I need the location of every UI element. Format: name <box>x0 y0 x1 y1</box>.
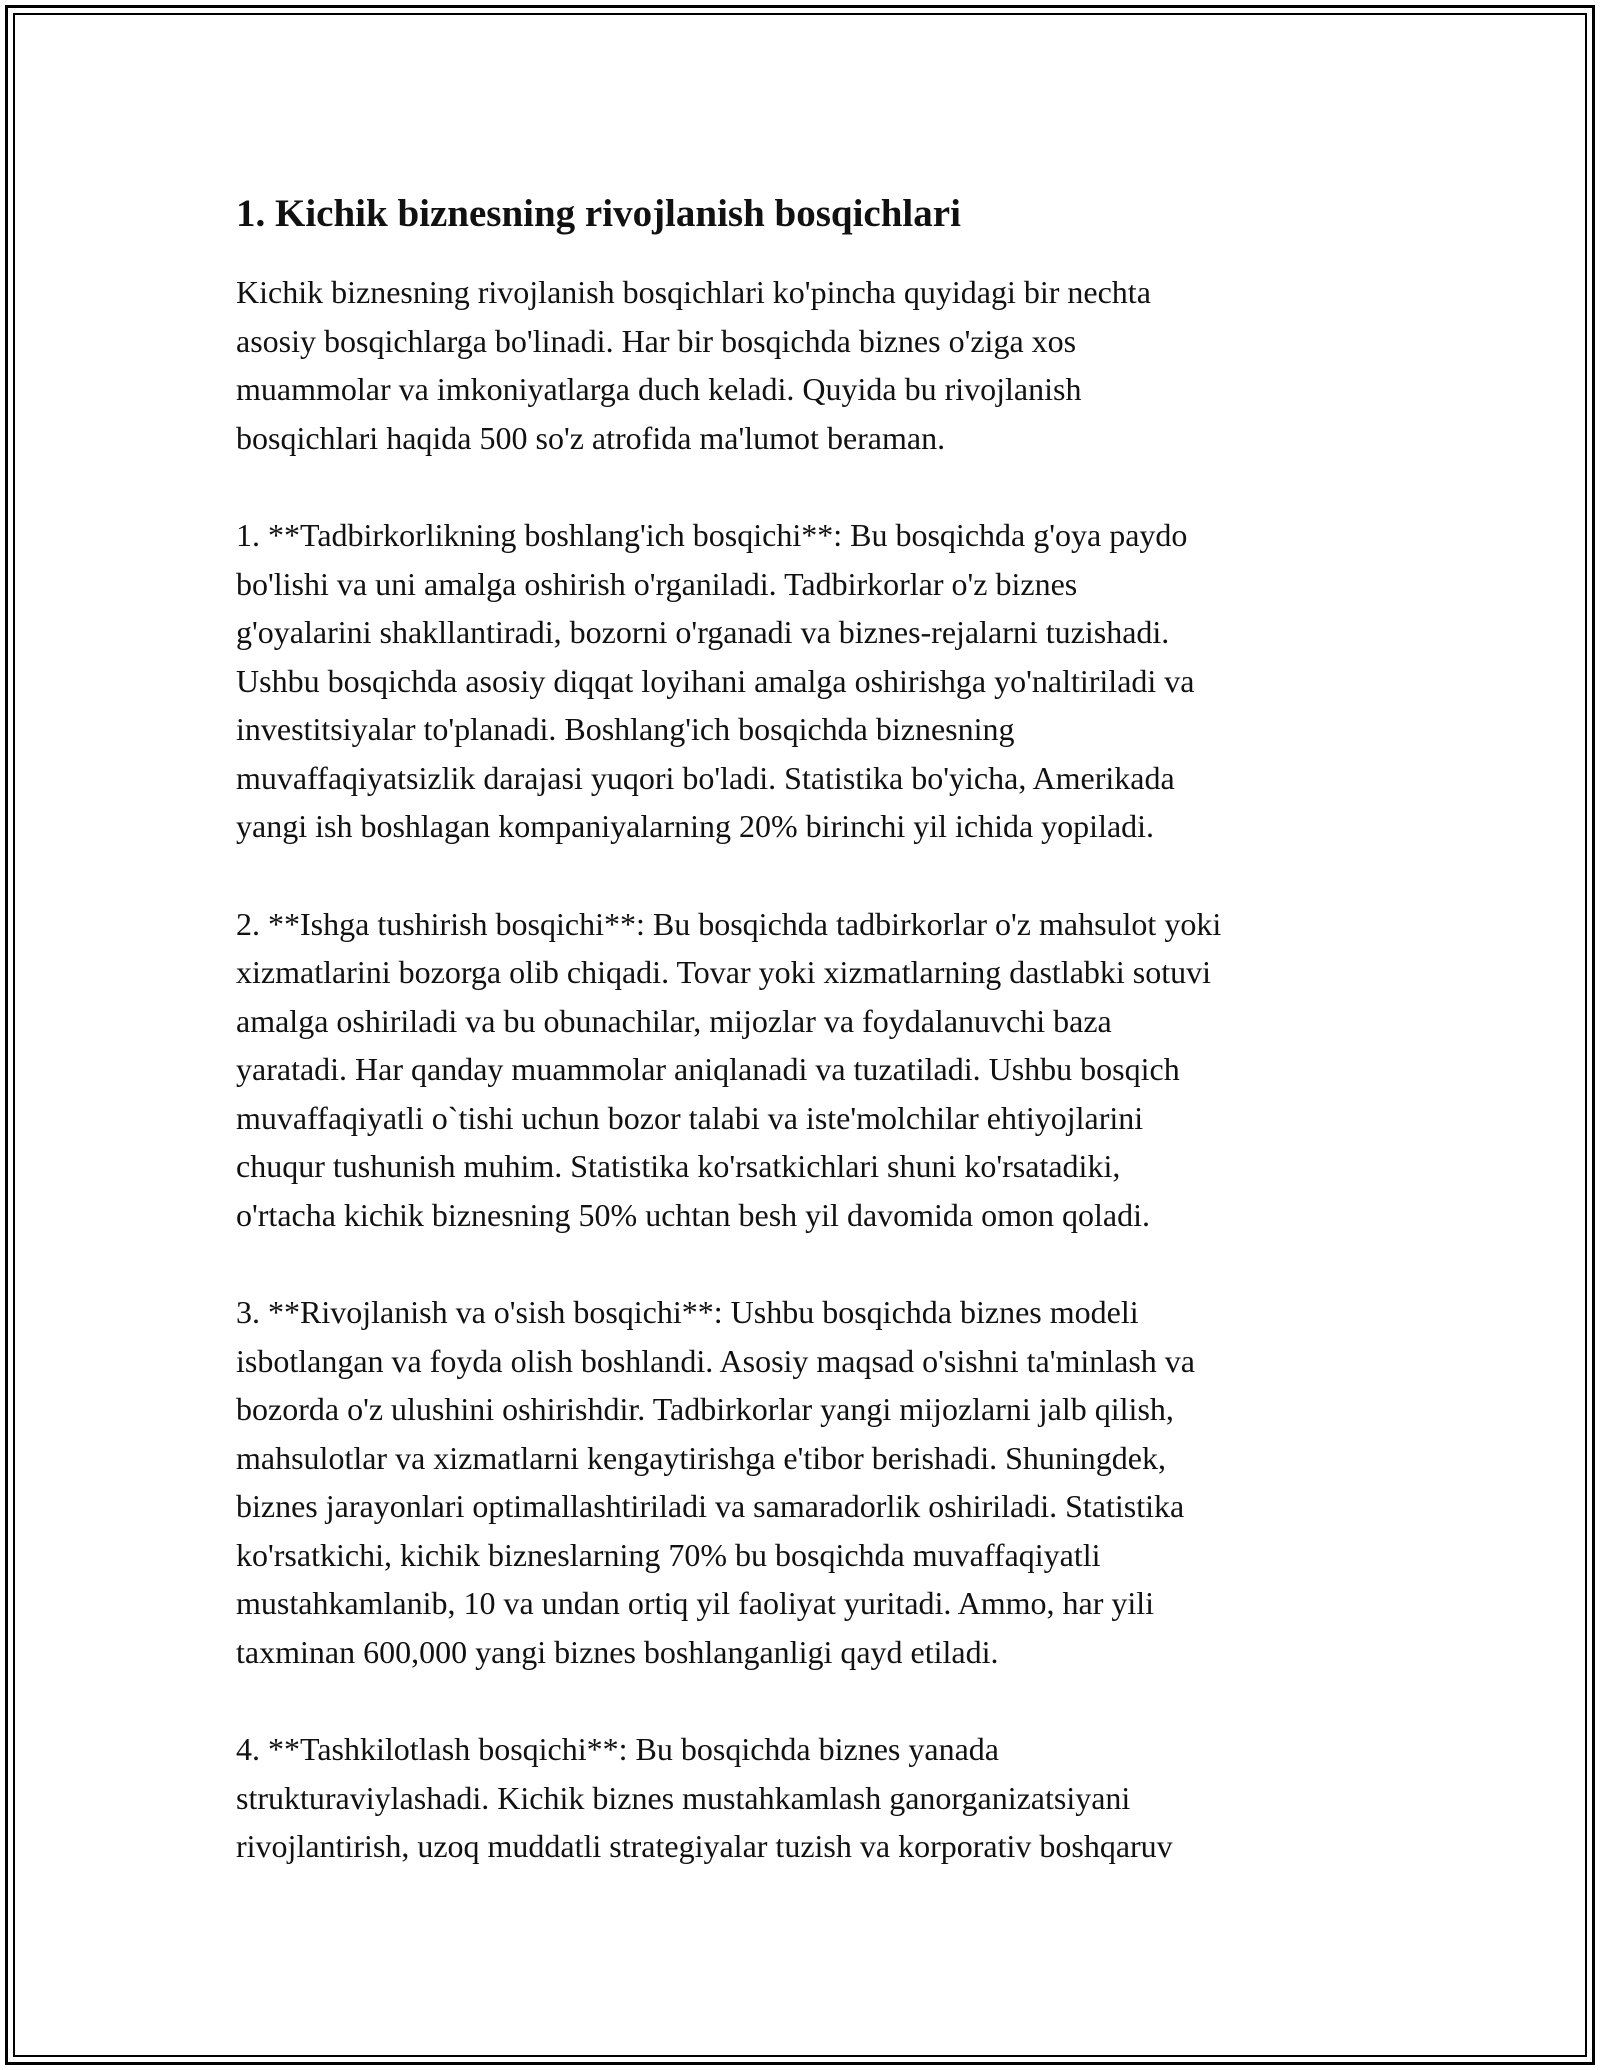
text-line: mahsulotlar va xizmatlarni kengaytirishga e'tibor berishadi. Shuningdek, <box>236 1439 1166 1476</box>
text-line: Kichik biznesning rivojlanish bosqichlari ko'pincha quyidagi bir nechta <box>236 274 1151 310</box>
text-line: yaratadi. Har qanday muammolar aniqlanadi va tuzatiladi. Ushbu bosqich <box>236 1051 1180 1087</box>
text-line: chuqur tushunish muhim. Statistika ko'rsatkichlari shuni ko'rsatadiki, <box>236 1148 1121 1184</box>
document-title: 1. Kichik biznesning rivojlanish bosqichlari <box>236 192 961 235</box>
text-line: bosqichlari haqida 500 so'z atrofida ma'lumot beraman. <box>236 419 946 456</box>
text-line: isbotlangan va foyda olish boshlandi. Asosiy maqsad o'sishni ta'minlash va <box>236 1342 1195 1379</box>
text-line: bo'lishi va uni amalga oshirish o'rganiladi. Tadbirkorlar o'z biznes <box>236 565 1078 602</box>
text-line: amalga oshiriladi va bu obunachilar, mijozlar va foydalanuvchi baza <box>236 1002 1112 1039</box>
text-line: g'oyalarini shakllantiradi, bozorni o'rganadi va biznes-rejalarni tuzishadi. <box>236 614 1170 650</box>
text-line: asosiy bosqichlarga bo'linadi. Har bir bosqichda biznes o'ziga xos <box>236 322 1077 359</box>
text-line: muvaffaqiyatli o`tishi uchun bozor talabi va iste'molchilar ehtiyojlarini <box>236 1099 1144 1136</box>
text-line: bozorda o'z ulushini oshirishdir. Tadbirkorlar yangi mijozlarni jalb qilish, <box>236 1391 1174 1427</box>
text-line: yangi ish boshlagan kompaniyalarning 20% birinchi yil ichida yopiladi. <box>236 808 1155 844</box>
stage-2-paragraph <box>236 900 1386 1240</box>
text-line: xizmatlarini bozorga olib chiqadi. Tovar yoki xizmatlarning dastlabki sotuvi <box>236 954 1212 990</box>
text-line: 2. **Ishga tushirish bosqichi**: Bu bosqichda tadbirkorlar o'z mahsulot yoki <box>236 905 1222 942</box>
text-line: muvaffaqiyatsizlik darajasi yuqori bo'ladi. Statistika bo'yicha, Amerikada <box>236 759 1175 796</box>
text-line: taxminan 600,000 yangi biznes boshlanganligi qayd etiladi. <box>236 1633 999 1670</box>
text-line: muammolar va imkoniyatlarga duch keladi. Quyida bu rivojlanish <box>236 371 1082 407</box>
stage-3-paragraph <box>236 1288 1386 1676</box>
text-line: mustahkamlanib, 10 va undan ortiq yil faoliyat yuritadi. Ammo, har yili <box>236 1585 1155 1621</box>
text-line: investitsiyalar to'planadi. Boshlang'ich bosqichda biznesning <box>236 711 1015 747</box>
text-line: 4. **Tashkilotlash bosqichi**: Bu bosqichda biznes yanada <box>236 1731 999 1767</box>
text-line: ko'rsatkichi, kichik bizneslarning 70% bu bosqichda muvaffaqiyatli <box>236 1536 1101 1573</box>
document-body <box>236 190 1386 1920</box>
text-line: rivojlantirish, uzoq muddatli strategiyalar tuzish va korporativ boshqaruv <box>236 1828 1173 1864</box>
stage-1-paragraph <box>236 511 1386 851</box>
text-line: 3. **Rivojlanish va o'sish bosqichi**: Ushbu bosqichda biznes modeli <box>236 1294 1139 1330</box>
text-line: 1. **Tadbirkorlikning boshlang'ich bosqichi**: Bu bosqichda g'oya paydo <box>236 517 1188 553</box>
stage-4-paragraph <box>236 1725 1386 1871</box>
intro-paragraph <box>236 268 1386 462</box>
text-line: o'rtacha kichik biznesning 50% uchtan besh yil davomida omon qoladi. <box>236 1196 1150 1233</box>
text-line: strukturaviylashadi. Kichik biznes mustahkamlash ganorganizatsiyani <box>236 1779 1131 1816</box>
text-line: biznes jarayonlari optimallashtiriladi va samaradorlik oshiriladi. Statistika <box>236 1488 1185 1524</box>
text-line: Ushbu bosqichda asosiy diqqat loyihani amalga oshirishga yo'naltiriladi va <box>236 662 1195 699</box>
